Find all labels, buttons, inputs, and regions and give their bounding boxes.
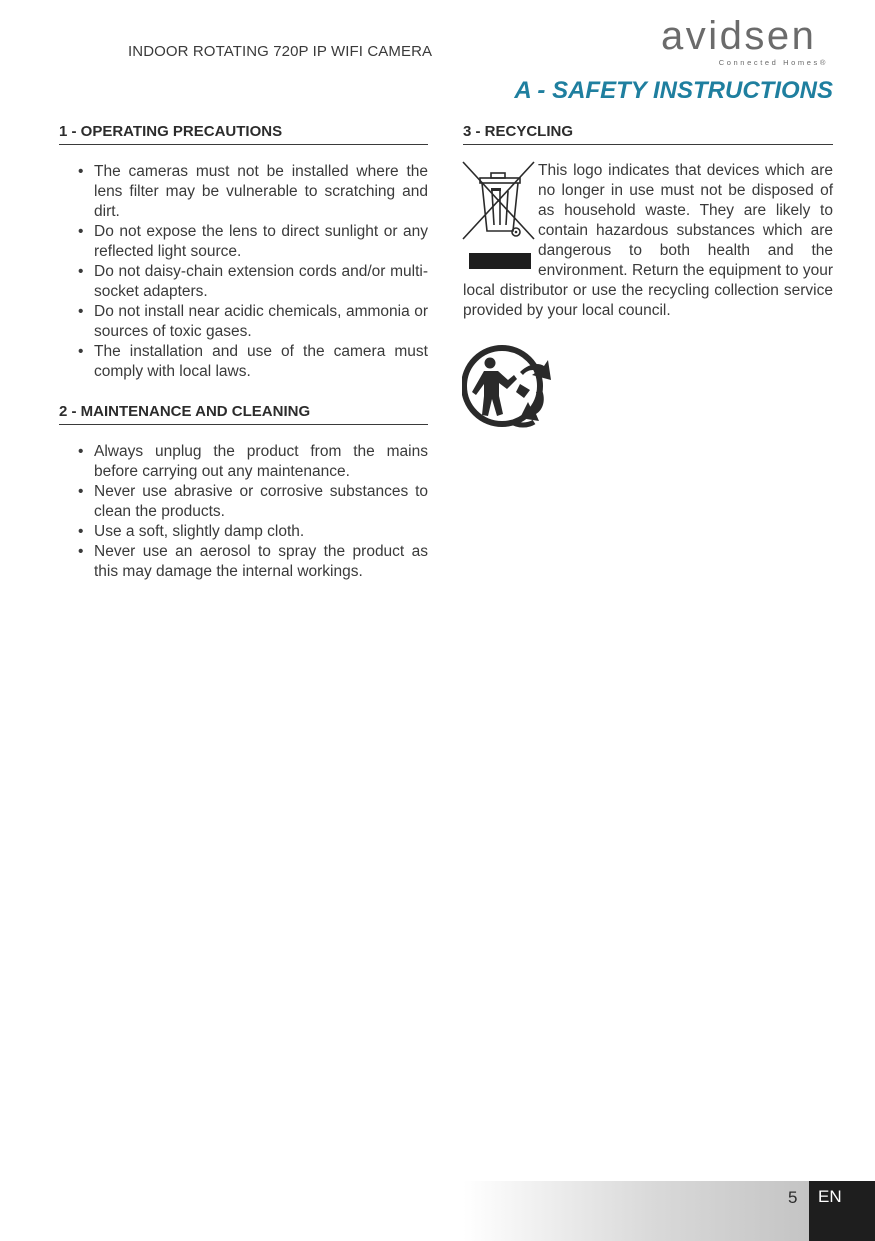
list-item: • The installation and use of the camera must comply with local laws. — [59, 342, 428, 382]
operating-precautions-list — [59, 162, 428, 382]
list-item: • Do not expose the lens to direct sunlight or any reflected light source. — [59, 222, 428, 262]
page-number: 5 — [788, 1188, 798, 1207]
avidsen-logo — [658, 14, 833, 70]
list-item: • Never use abrasive or corrosive substances to clean the products. — [59, 482, 428, 522]
triman-recycling-icon — [462, 340, 552, 430]
logo-tagline: Connected Homes® — [718, 58, 828, 67]
list-item: • Do not daisy-chain extension cords and/or multi-socket adapters. — [59, 262, 428, 302]
section-heading-operating-precautions: 1 - OPERATING PRECAUTIONS — [59, 123, 428, 145]
header-product-title: INDOOR ROTATING 720P IP WIFI CAMERA — [128, 43, 433, 60]
recycling-paragraph — [463, 161, 833, 321]
section-heading-recycling: 3 - RECYCLING — [463, 123, 833, 145]
footer-band — [463, 1181, 809, 1241]
language-label: EN — [818, 1187, 842, 1206]
maintenance-list — [59, 442, 428, 582]
section-heading-maintenance-cleaning: 2 - MAINTENANCE AND CLEANING — [59, 403, 428, 425]
list-item: • The cameras must not be installed where the lens filter may be vulnerable to scratching and dirt. — [59, 162, 428, 222]
logo-wordmark: avidsen — [661, 14, 817, 58]
page-title: A - SAFETY INSTRUCTIONS — [514, 77, 833, 104]
list-item: • Use a soft, slightly damp cloth. — [59, 522, 428, 542]
crossed-out-bin-icon — [462, 161, 538, 274]
list-item: • Do not install near acidic chemicals, ammonia or sources of toxic gases. — [59, 302, 428, 342]
language-badge — [809, 1181, 875, 1241]
list-item: • Always unplug the product from the mains before carrying out any maintenance. — [59, 442, 428, 482]
recycling-text: This logo indicates that devices which are no longer in use must not be disposed of as household waste. They are likely to contain hazardous substances which are dangerous to both health and the environment. Return the equipment to your local distributor or use the recycling collection service provided by your local council. — [463, 162, 833, 319]
list-item: • Never use an aerosol to spray the product as this may damage the internal workings. — [59, 542, 428, 582]
